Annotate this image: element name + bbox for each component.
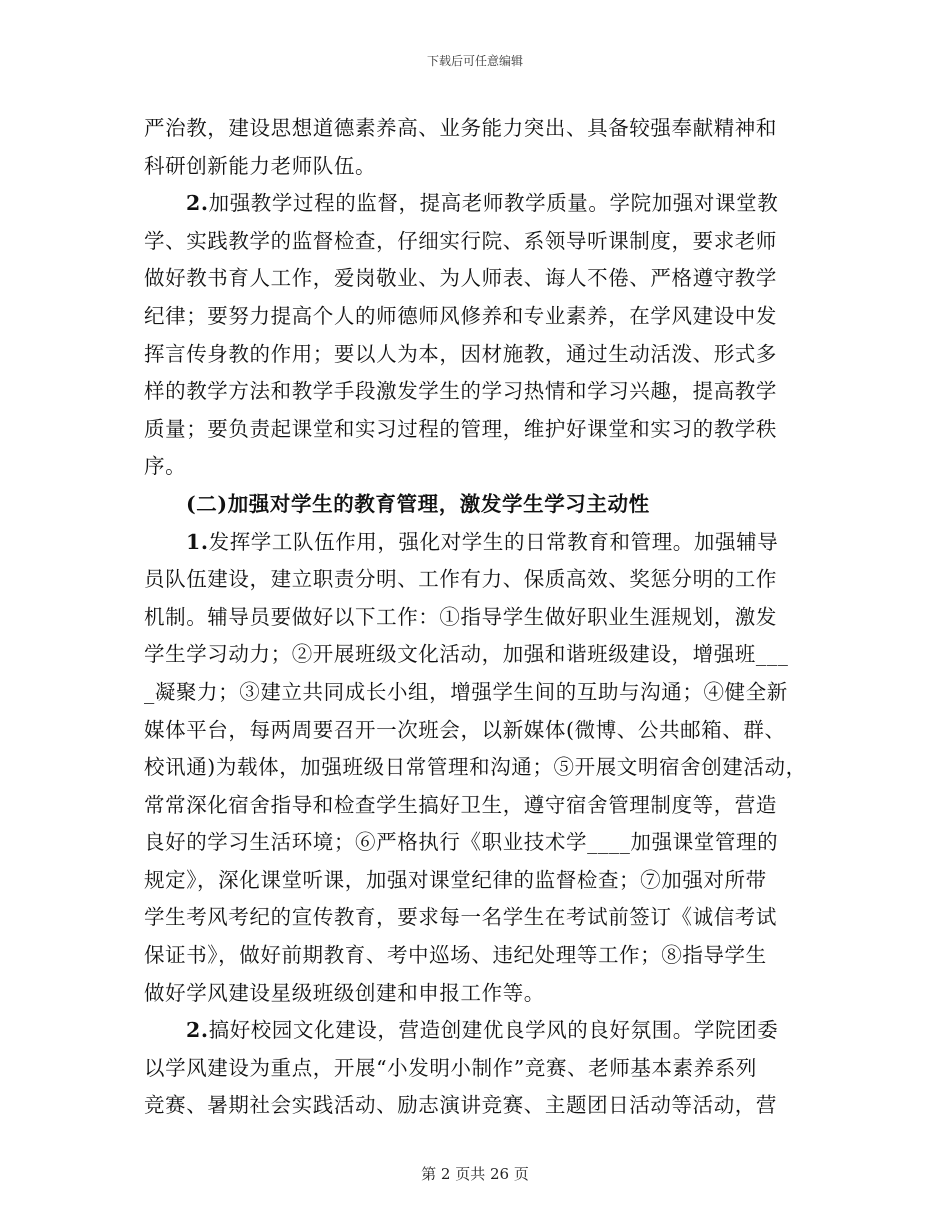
paragraph-line <box>144 561 814 599</box>
paragraph-line <box>144 185 814 223</box>
paragraph-line <box>144 636 814 674</box>
line-text: 竞赛、暑期社会实践活动、励志演讲竞赛、主题团日活动等活动，营 <box>144 1093 777 1118</box>
line-text: 学生学习动力；②开展班级文化活动，加强和谐班级建设，增强班___ <box>144 642 789 667</box>
paragraph-line <box>144 448 814 486</box>
line-text: 员队伍建设，建立职责分明、工作有力、保质高效、奖惩分明的工作 <box>144 567 777 592</box>
paragraph-line <box>144 1087 814 1125</box>
paragraph-line <box>144 1012 814 1050</box>
paragraph-line <box>144 411 814 449</box>
paragraph-line <box>144 260 814 298</box>
line-text: 学、实践教学的监督检查，仔细实行院、系领导听课制度，要求老师 <box>144 228 777 253</box>
paragraph-line <box>144 824 814 862</box>
line-text: 科研创新能力老师队伍。 <box>144 153 377 178</box>
line-text: 保证书》，做好前期教育、考中巡场、违纪处理等工作；⑧指导学生 <box>144 943 767 968</box>
line-text: (二)加强对学生的教育管理，激发学生学习主动性 <box>186 491 650 516</box>
line-text: 良好的学习生活环境；⑥严格执行《职业技术学____加强课堂管理的 <box>144 830 779 855</box>
page-header: 下载后可任意编辑 <box>426 54 523 68</box>
paragraph-line <box>144 110 814 148</box>
paragraph-line <box>144 223 814 261</box>
paragraph-line <box>144 899 814 937</box>
line-text: 搞好校园文化建设，营造创建优良学风的良好氛围。学院团委 <box>208 1018 779 1043</box>
paragraph-line <box>144 524 814 562</box>
page-footer: 第 2 页共 26 页 <box>421 1165 529 1183</box>
section-heading <box>144 486 814 524</box>
line-text: 学生考风考纪的宣传教育，要求每一名学生在考试前签订《诚信考试 <box>144 905 777 930</box>
line-text: 规定》，深化课堂听课，加强对课堂纪律的监督检查；⑦加强对所带 <box>144 867 767 892</box>
line-text: 加强教学过程的监督，提高老师教学质量。学院加强对课堂教 <box>208 191 779 216</box>
line-text: 常常深化宿舍指导和检查学生搞好卫生，遵守宿舍管理制度等，营造 <box>144 792 777 817</box>
paragraph-line <box>144 787 814 825</box>
line-text: 严治教，建设思想道德素养高、业务能力突出、具备较强奉献精神和 <box>144 116 777 140</box>
paragraph-line <box>144 975 814 1013</box>
list-number: 2. <box>186 191 209 216</box>
paragraph-line <box>144 1050 814 1088</box>
paragraph-line <box>144 712 814 750</box>
paragraph-line <box>144 148 814 186</box>
paragraph-line <box>144 373 814 411</box>
line-text: 纪律；要努力提高个人的师德师风修养和专业素养，在学风建设中发 <box>144 303 777 328</box>
paragraph-line <box>144 599 814 637</box>
line-text: 媒体平台，每两周要召开一次班会，以新媒体(微博、公共邮箱、群、 <box>144 717 786 742</box>
line-text: 做好学风建设星级班级创建和申报工作等。 <box>144 980 545 1005</box>
line-text: 校讯通)为载体，加强班级日常管理和沟通；⑤开展文明宿舍创建活动， <box>144 755 807 780</box>
line-text: _凝聚力；③建立共同成长小组，增强学生间的互助与沟通；④健全新 <box>144 679 788 704</box>
paragraph-line <box>144 862 814 900</box>
document-body <box>144 110 814 1125</box>
line-text: 以学风建设为重点，开展“小发明小制作”竞赛、老师基本素养系列 <box>144 1055 757 1080</box>
line-text: 机制。辅导员要做好以下工作：①指导学生做好职业生涯规划，激发 <box>144 604 777 629</box>
paragraph-line <box>144 674 814 712</box>
paragraph-line <box>144 336 814 374</box>
line-text: 质量；要负责起课堂和实习过程的管理，维护好课堂和实习的教学秩 <box>144 416 777 441</box>
paragraph-line <box>144 937 814 975</box>
list-number: 2. <box>186 1018 209 1043</box>
line-text: 序。 <box>144 454 187 479</box>
line-text: 做好教书育人工作，爱岗敬业、为人师表、诲人不倦、严格遵守教学 <box>144 266 777 291</box>
line-text: 挥言传身教的作用；要以人为本，因材施教，通过生动活泼、形式多 <box>144 341 777 366</box>
list-number: 1. <box>186 529 209 554</box>
paragraph-line <box>144 749 814 787</box>
line-text: 样的教学方法和教学手段激发学生的学习热情和学习兴趣，提高教学 <box>144 379 777 404</box>
line-text: 发挥学工队伍作用，强化对学生的日常教育和管理。加强辅导 <box>208 529 779 554</box>
paragraph-line <box>144 298 814 336</box>
